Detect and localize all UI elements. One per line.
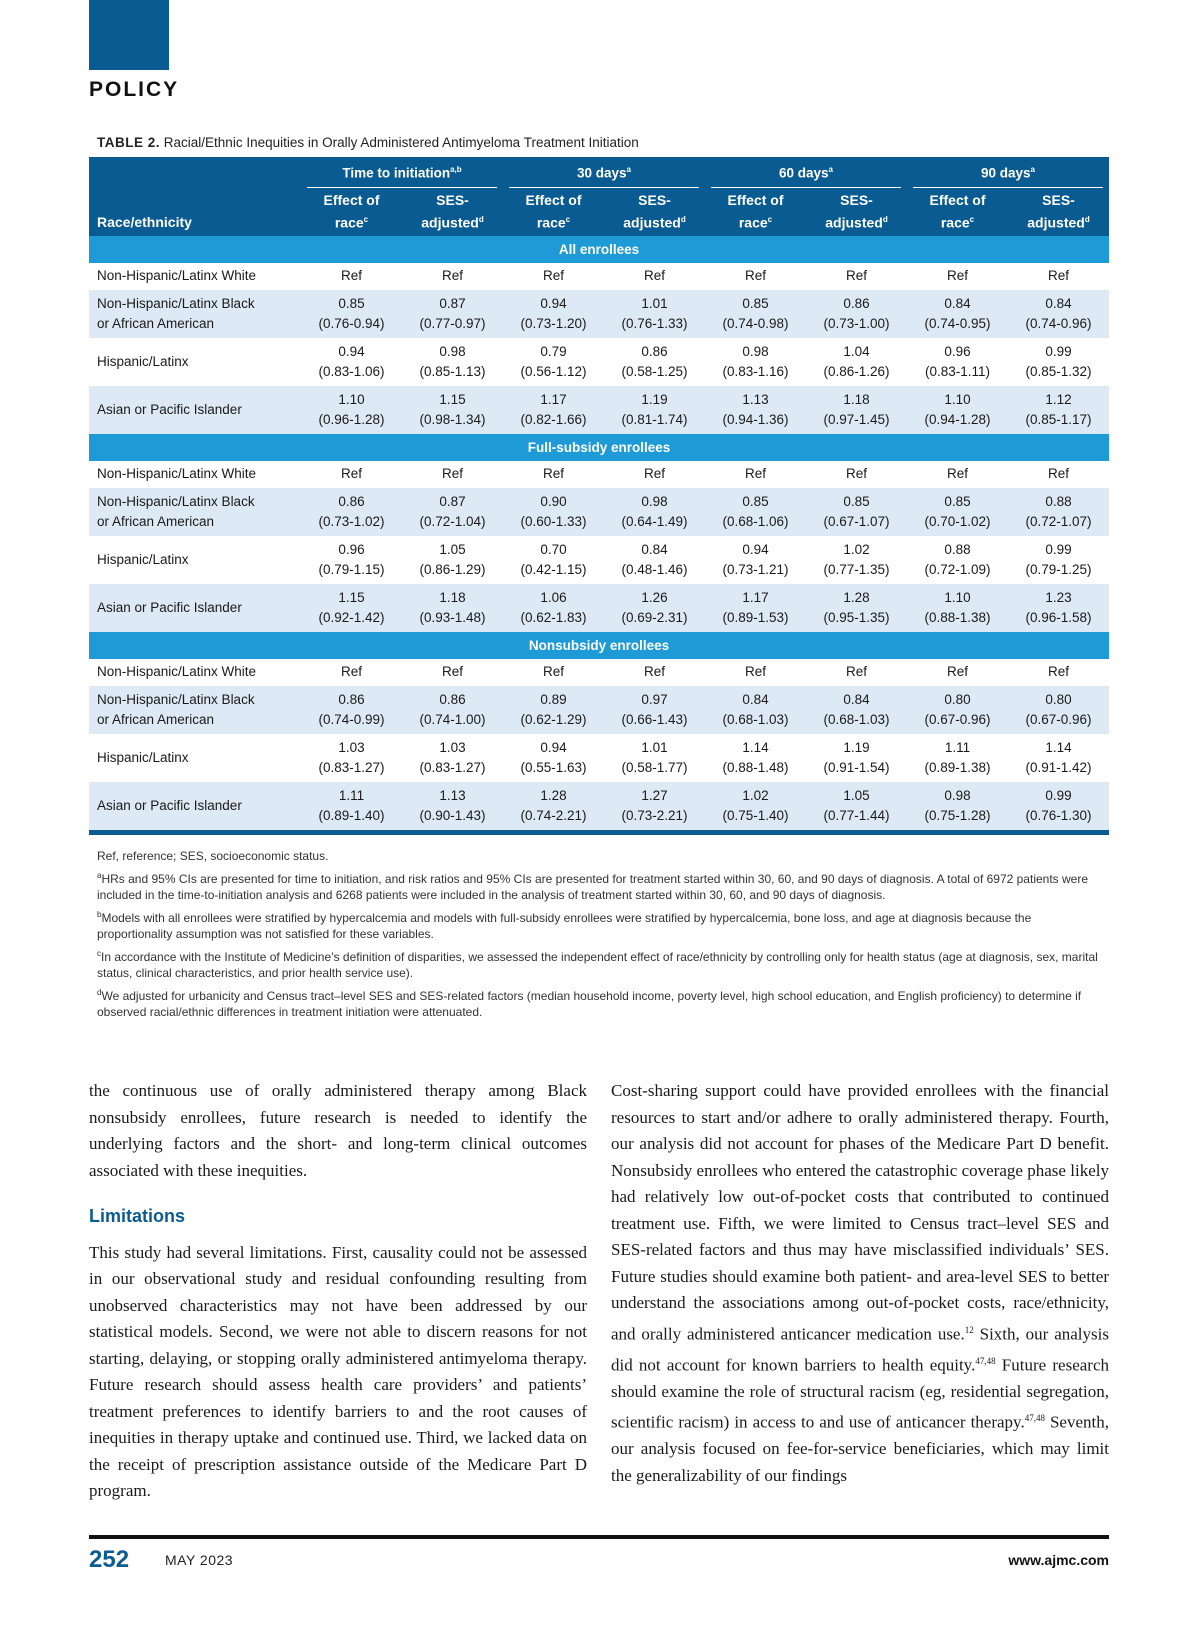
value-cell: Ref bbox=[806, 659, 907, 686]
value-cell: 0.94 (0.73-1.21) bbox=[705, 536, 806, 584]
ses-adjusted-header: SES- adjusted$^d$ bbox=[806, 188, 907, 236]
table-row bbox=[89, 338, 1109, 386]
value-cell: 0.84 (0.48-1.46) bbox=[604, 536, 705, 584]
effect-of-race-header: Effect of race$^c$ bbox=[503, 188, 604, 236]
value-cell: 0.87 (0.72-1.04) bbox=[402, 488, 503, 536]
value-cell: 0.94 (0.55-1.63) bbox=[503, 734, 604, 782]
value-cell: Ref bbox=[705, 461, 806, 488]
ses-adjusted-header: SES- adjusted$^d$ bbox=[604, 188, 705, 236]
value-cell: 1.03 (0.83-1.27) bbox=[402, 734, 503, 782]
value-cell: Ref bbox=[503, 461, 604, 488]
value-cell: 0.85 (0.74-0.98) bbox=[705, 290, 806, 338]
race-cell: Asian or Pacific Islander bbox=[89, 782, 301, 833]
value-cell: 1.17 (0.89-1.53) bbox=[705, 584, 806, 632]
group-label: Full-subsidy enrollees bbox=[89, 434, 1109, 461]
value-cell: 0.84 (0.74-0.95) bbox=[907, 290, 1008, 338]
value-cell: Ref bbox=[907, 659, 1008, 686]
value-cell: 1.10 (0.94-1.28) bbox=[907, 386, 1008, 434]
value-cell: Ref bbox=[503, 263, 604, 290]
footnote: Ref, reference; SES, socioeconomic status. bbox=[97, 849, 329, 863]
value-cell: Ref bbox=[907, 263, 1008, 290]
value-cell: 1.14 (0.91-1.42) bbox=[1008, 734, 1109, 782]
site-url[interactable]: www.ajmc.com bbox=[1008, 1552, 1109, 1568]
table-row bbox=[89, 659, 1109, 686]
value-cell: Ref bbox=[705, 659, 806, 686]
body-column-right bbox=[611, 1078, 1109, 1489]
value-cell: 1.19 (0.91-1.54) bbox=[806, 734, 907, 782]
value-cell: 0.86 (0.73-1.00) bbox=[806, 290, 907, 338]
value-cell: 0.96 (0.79-1.15) bbox=[301, 536, 402, 584]
value-cell: 0.80 (0.67-0.96) bbox=[907, 686, 1008, 734]
limitations-heading: Limitations bbox=[89, 1206, 186, 1226]
value-cell: 1.28 (0.74-2.21) bbox=[503, 782, 604, 833]
effect-of-race-header: Effect of race$^c$ bbox=[907, 188, 1008, 236]
body-paragraph: the continuous use of orally administered therapy among Black nonsubsidy enrollees, future research is needed to identify the underlying factors and the short- and long-term clinical outcomes associated with these inequities. bbox=[89, 1081, 587, 1180]
value-cell: 1.10 (0.96-1.28) bbox=[301, 386, 402, 434]
value-cell: Ref bbox=[604, 659, 705, 686]
value-cell: Ref bbox=[604, 263, 705, 290]
ses-adjusted-header: SES- adjusted$^d$ bbox=[1008, 188, 1109, 236]
citation: 12 bbox=[964, 1324, 974, 1335]
value-cell: 0.87 (0.77-0.97) bbox=[402, 290, 503, 338]
value-cell: 1.04 (0.86-1.26) bbox=[806, 338, 907, 386]
value-cell: 0.94 (0.73-1.20) bbox=[503, 290, 604, 338]
value-cell: 0.98 (0.64-1.49) bbox=[604, 488, 705, 536]
value-cell: 0.94 (0.83-1.06) bbox=[301, 338, 402, 386]
table-title: Racial/Ethnic Inequities in Orally Administered Antimyeloma Treatment Initiation bbox=[163, 135, 639, 150]
col-group-header: Time to initiation$^{a,b}$ bbox=[301, 157, 503, 188]
value-cell: 1.15 (0.98-1.34) bbox=[402, 386, 503, 434]
value-cell: Ref bbox=[806, 461, 907, 488]
value-cell: Ref bbox=[301, 461, 402, 488]
race-cell: Non-Hispanic/Latinx Black or African American bbox=[89, 290, 301, 338]
race-column-header: Race/ethnicity bbox=[89, 157, 301, 236]
footnote: $^d$We adjusted for urbanicity and Census tract–level SES and SES-related factors (median household income, poverty level, high school education, and English proficiency) to determine if observed racial/ethnic differences in treatment initiation were attenuated. bbox=[97, 988, 1082, 1019]
value-cell: 0.88 (0.72-1.09) bbox=[907, 536, 1008, 584]
group-label: Nonsubsidy enrollees bbox=[89, 632, 1109, 659]
table-row bbox=[89, 290, 1109, 338]
value-cell: Ref bbox=[503, 659, 604, 686]
footnote: $^a$HRs and 95% CIs are presented for time to initiation, and risk ratios and 95% CIs are presented for treatment started within 30, 60, and 90 days of diagnosis. A total of 6972 patients were included in the time-to-initiation analysis and 6268 patients were included in the analysis of treatment started within 30, 60, and 90 days of diagnosis. bbox=[97, 871, 1089, 902]
value-cell: 1.23 (0.96-1.58) bbox=[1008, 584, 1109, 632]
effect-of-race-header: Effect of race$^c$ bbox=[705, 188, 806, 236]
results-table bbox=[89, 157, 1109, 835]
value-cell: 0.99 (0.76-1.30) bbox=[1008, 782, 1109, 833]
value-cell: 1.18 (0.97-1.45) bbox=[806, 386, 907, 434]
col-group-header: 60 days$^a$ bbox=[705, 157, 907, 188]
value-cell: Ref bbox=[1008, 263, 1109, 290]
race-cell: Hispanic/Latinx bbox=[89, 338, 301, 386]
value-cell: Ref bbox=[705, 263, 806, 290]
section-label: POLICY bbox=[89, 78, 180, 101]
value-cell: Ref bbox=[301, 263, 402, 290]
race-cell: Non-Hispanic/Latinx White bbox=[89, 263, 301, 290]
value-cell: Ref bbox=[806, 263, 907, 290]
value-cell: 1.17 (0.82-1.66) bbox=[503, 386, 604, 434]
value-cell: 0.89 (0.62-1.29) bbox=[503, 686, 604, 734]
footnote: $^b$Models with all enrollees were stratified by hypercalcemia and models with full-subsidy enrollees were stratified by hypercalcemia, bone loss, and age at diagnosis because the proportionality assumption was not satisfied for these variables. bbox=[97, 910, 1032, 941]
table-label: TABLE 2. bbox=[97, 135, 161, 150]
value-cell: 0.84 (0.74-0.96) bbox=[1008, 290, 1109, 338]
value-cell: Ref bbox=[1008, 659, 1109, 686]
value-cell: 1.02 (0.77-1.35) bbox=[806, 536, 907, 584]
value-cell: 0.84 (0.68-1.03) bbox=[705, 686, 806, 734]
value-cell: 0.98 (0.85-1.13) bbox=[402, 338, 503, 386]
value-cell: Ref bbox=[402, 461, 503, 488]
value-cell: 0.86 (0.74-1.00) bbox=[402, 686, 503, 734]
value-cell: Ref bbox=[1008, 461, 1109, 488]
value-cell: Ref bbox=[402, 659, 503, 686]
value-cell: 1.05 (0.86-1.29) bbox=[402, 536, 503, 584]
value-cell: 1.05 (0.77-1.44) bbox=[806, 782, 907, 833]
value-cell: 1.19 (0.81-1.74) bbox=[604, 386, 705, 434]
group-row bbox=[89, 236, 1109, 263]
value-cell: 1.01 (0.76-1.33) bbox=[604, 290, 705, 338]
table-row bbox=[89, 536, 1109, 584]
group-label: All enrollees bbox=[89, 236, 1109, 263]
body-column-left bbox=[89, 1078, 587, 1505]
table-row bbox=[89, 584, 1109, 632]
value-cell: Ref bbox=[604, 461, 705, 488]
race-cell: Hispanic/Latinx bbox=[89, 536, 301, 584]
value-cell: 0.98 (0.83-1.16) bbox=[705, 338, 806, 386]
race-cell: Hispanic/Latinx bbox=[89, 734, 301, 782]
value-cell: Ref bbox=[402, 263, 503, 290]
value-cell: 0.85 (0.67-1.07) bbox=[806, 488, 907, 536]
value-cell: 0.70 (0.42-1.15) bbox=[503, 536, 604, 584]
race-cell: Asian or Pacific Islander bbox=[89, 386, 301, 434]
race-cell: Asian or Pacific Islander bbox=[89, 584, 301, 632]
value-cell: 1.14 (0.88-1.48) bbox=[705, 734, 806, 782]
section-color-block bbox=[89, 0, 169, 70]
group-row bbox=[89, 632, 1109, 659]
value-cell: 1.28 (0.95-1.35) bbox=[806, 584, 907, 632]
value-cell: 0.80 (0.67-0.96) bbox=[1008, 686, 1109, 734]
value-cell: 0.86 (0.58-1.25) bbox=[604, 338, 705, 386]
value-cell: 0.99 (0.79-1.25) bbox=[1008, 536, 1109, 584]
col-group-header: 90 days$^a$ bbox=[907, 157, 1109, 188]
issue-date: MAY 2023 bbox=[165, 1552, 234, 1568]
citation: 47,48 bbox=[1024, 1413, 1045, 1424]
table-row bbox=[89, 734, 1109, 782]
table-row bbox=[89, 488, 1109, 536]
value-cell: Ref bbox=[907, 461, 1008, 488]
body-paragraph: This study had several limitations. First, causality could not be assessed in our observational study and residual confounding resulting from unobserved characteristics may not have been addressed by our statistical models. Second, we were not able to discern reasons for not starting, delaying, or stopping orally administered antimyeloma therapy. Future research should assess health care providers’ and patients’ treatment preferences to identify barriers to and the root causes of inequities in therapy uptake and continued use. Third, we lacked data on the receipt of prescription assistance outside of the Medicare Part D program. bbox=[89, 1242, 587, 1500]
col-group-header: 30 days$^a$ bbox=[503, 157, 705, 188]
race-cell: Non-Hispanic/Latinx Black or African American bbox=[89, 686, 301, 734]
value-cell: 0.90 (0.60-1.33) bbox=[503, 488, 604, 536]
ses-adjusted-header: SES- adjusted$^d$ bbox=[402, 188, 503, 236]
value-cell: 0.86 (0.73-1.02) bbox=[301, 488, 402, 536]
value-cell: 1.18 (0.93-1.48) bbox=[402, 584, 503, 632]
citation: 47,48 bbox=[975, 1355, 996, 1366]
page-number: 252 bbox=[89, 1546, 130, 1573]
value-cell: 1.10 (0.88-1.38) bbox=[907, 584, 1008, 632]
value-cell: 1.06 (0.62-1.83) bbox=[503, 584, 604, 632]
table-row bbox=[89, 782, 1109, 833]
table-row bbox=[89, 461, 1109, 488]
value-cell: 1.02 (0.75-1.40) bbox=[705, 782, 806, 833]
value-cell: 0.88 (0.72-1.07) bbox=[1008, 488, 1109, 536]
value-cell: 1.01 (0.58-1.77) bbox=[604, 734, 705, 782]
race-cell: Non-Hispanic/Latinx White bbox=[89, 659, 301, 686]
value-cell: 1.11 (0.89-1.40) bbox=[301, 782, 402, 833]
group-row bbox=[89, 434, 1109, 461]
table-footnotes bbox=[97, 848, 1102, 1024]
value-cell: 1.26 (0.69-2.31) bbox=[604, 584, 705, 632]
race-cell: Non-Hispanic/Latinx Black or African American bbox=[89, 488, 301, 536]
value-cell: 0.85 (0.68-1.06) bbox=[705, 488, 806, 536]
footer-rule bbox=[89, 1535, 1109, 1539]
body-paragraph: Cost-sharing support could have provided enrollees with the financial resources to start and/or adhere to orally administered therapy. Fourth, our analysis did not account for phases of the Medicare Part D benefit. Nonsubsidy enrollees who entered the catastrophic coverage phase likely had relatively low out-of-pocket costs that contributed to continued treatment use. Fifth, we were limited to Census tract–level SES and SES-related factors and thus may have misclassified individuals’ SES. Future studies should examine both patient- and area-level SES to better understand the associations among out-of-pocket costs, race/ethnicity, and orally administered anticancer medication use.$^{12}$ Sixth, our analysis did not account for known barriers to health equity.$^{47,48}$ Future research should examine the role of structural racism (eg, residential segregation, scientific racism) in access to and use of anticancer therapy.$^{47,48}$ Seventh, our analysis focused on fee-for-service beneficiaries, which may limit the generalizability of our findings bbox=[611, 1081, 1110, 1485]
table-header-groups bbox=[89, 157, 1109, 188]
value-cell: 0.79 (0.56-1.12) bbox=[503, 338, 604, 386]
table-row bbox=[89, 386, 1109, 434]
table-row bbox=[89, 263, 1109, 290]
value-cell: 0.97 (0.66-1.43) bbox=[604, 686, 705, 734]
value-cell: 1.13 (0.90-1.43) bbox=[402, 782, 503, 833]
value-cell: 0.86 (0.74-0.99) bbox=[301, 686, 402, 734]
footnote: $^c$In accordance with the Institute of Medicine’s definition of disparities, we assessed the independent effect of race/ethnicity by controlling only for health status (age at diagnosis, sex, marital status, clinical characteristics, and prior health service use). bbox=[97, 949, 1098, 980]
value-cell: 0.85 (0.70-1.02) bbox=[907, 488, 1008, 536]
effect-of-race-header: Effect of race$^c$ bbox=[301, 188, 402, 236]
table-row bbox=[89, 686, 1109, 734]
value-cell: 1.11 (0.89-1.38) bbox=[907, 734, 1008, 782]
value-cell: 1.15 (0.92-1.42) bbox=[301, 584, 402, 632]
value-cell: 1.12 (0.85-1.17) bbox=[1008, 386, 1109, 434]
value-cell: 1.03 (0.83-1.27) bbox=[301, 734, 402, 782]
table-bottom-rule bbox=[89, 832, 1109, 835]
race-cell: Non-Hispanic/Latinx White bbox=[89, 461, 301, 488]
value-cell: 0.85 (0.76-0.94) bbox=[301, 290, 402, 338]
value-cell: 0.98 (0.75-1.28) bbox=[907, 782, 1008, 833]
value-cell: Ref bbox=[301, 659, 402, 686]
value-cell: 1.27 (0.73-2.21) bbox=[604, 782, 705, 833]
value-cell: 0.84 (0.68-1.03) bbox=[806, 686, 907, 734]
table-caption bbox=[97, 135, 639, 150]
value-cell: 0.96 (0.83-1.11) bbox=[907, 338, 1008, 386]
value-cell: 0.99 (0.85-1.32) bbox=[1008, 338, 1109, 386]
value-cell: 1.13 (0.94-1.36) bbox=[705, 386, 806, 434]
